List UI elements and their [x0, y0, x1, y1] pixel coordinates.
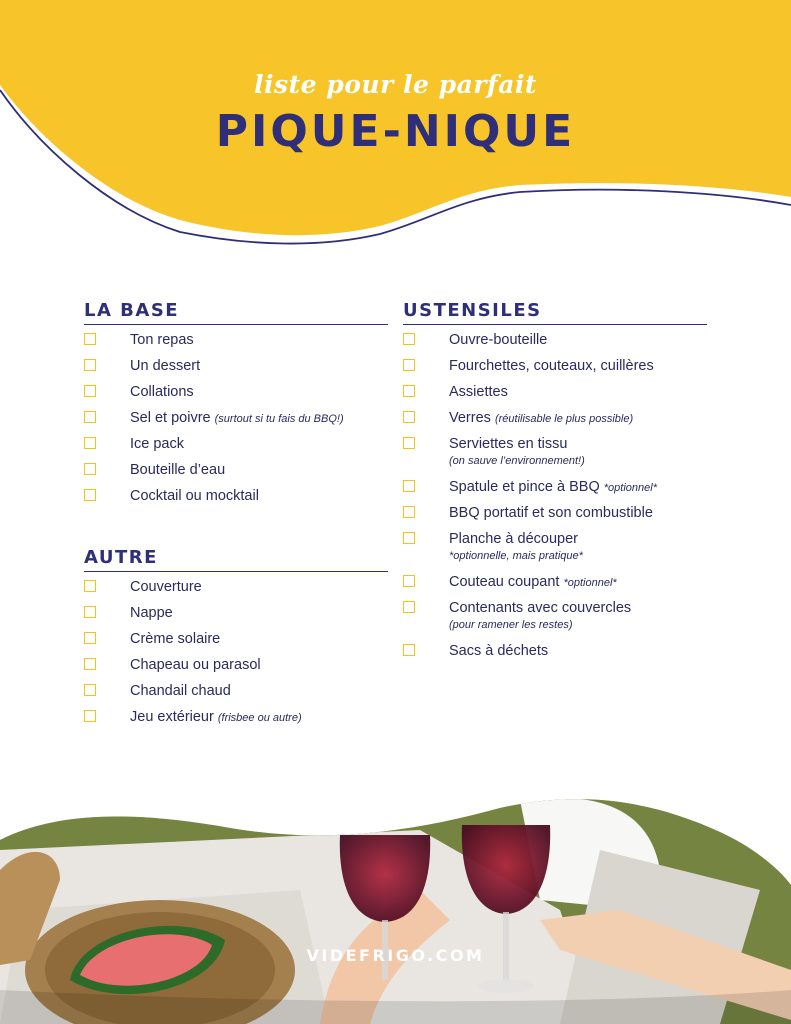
checklist-item[interactable] [403, 478, 707, 504]
item-note: (on sauve l’environnement!) [449, 455, 585, 467]
item-note: (réutilisable le plus possible) [494, 413, 634, 425]
checklist-item[interactable] [84, 630, 388, 656]
item-label: Planche à découper [449, 531, 578, 547]
section-ustensiles [403, 300, 707, 668]
checklist-item[interactable] [403, 530, 707, 573]
checklist-item[interactable] [84, 409, 388, 435]
checkbox[interactable] [84, 580, 96, 592]
item-note: *optionnel* [603, 482, 657, 494]
checklist-item[interactable] [403, 383, 707, 409]
checklist [84, 331, 388, 513]
checkbox[interactable] [403, 532, 415, 544]
section-la-base [84, 300, 388, 513]
item-label: Fourchettes, couteaux, cuillères [449, 358, 654, 374]
checkbox[interactable] [403, 437, 415, 449]
checklist-item[interactable] [84, 656, 388, 682]
checklist-item[interactable] [84, 682, 388, 708]
checklist-item[interactable] [403, 599, 707, 642]
checkbox[interactable] [403, 601, 415, 613]
checklist-item[interactable] [84, 708, 388, 734]
item-label: Ton repas [130, 332, 194, 348]
checklist-item[interactable] [84, 604, 388, 630]
item-label: Sacs à déchets [449, 643, 549, 659]
item-label: Spatule et pince à BBQ [449, 479, 600, 495]
checklist-item[interactable] [84, 331, 388, 357]
item-label: Nappe [130, 605, 173, 621]
section-heading: LA BASE [84, 300, 388, 325]
checklist-item[interactable] [403, 504, 707, 530]
item-label: Cocktail ou mocktail [130, 488, 259, 504]
checkbox[interactable] [84, 359, 96, 371]
checklist-item[interactable] [403, 573, 707, 599]
item-label: Ice pack [130, 436, 184, 452]
checklist-item[interactable] [403, 331, 707, 357]
checkbox[interactable] [403, 575, 415, 587]
page-title: PIQUE-NIQUE [215, 106, 576, 157]
checkbox[interactable] [84, 411, 96, 423]
checkbox[interactable] [84, 463, 96, 475]
item-label: Couverture [130, 579, 202, 595]
checklist-item[interactable] [84, 461, 388, 487]
checklist-item[interactable] [84, 487, 388, 513]
checklist-item[interactable] [84, 383, 388, 409]
section-autre [84, 547, 388, 734]
checklist-item[interactable] [84, 578, 388, 604]
item-note: *optionnelle, mais pratique* [449, 550, 583, 562]
checklist [84, 578, 388, 734]
checkbox[interactable] [84, 385, 96, 397]
item-label: Couteau coupant [449, 574, 560, 590]
checkbox[interactable] [403, 506, 415, 518]
item-note: (surtout si tu fais du BBQ!) [214, 413, 344, 425]
checkbox[interactable] [403, 359, 415, 371]
checkbox[interactable] [84, 684, 96, 696]
checkbox[interactable] [403, 333, 415, 345]
item-label: Contenants avec couvercles [449, 600, 632, 616]
item-label: Crème solaire [130, 631, 221, 647]
section-heading: USTENSILES [403, 300, 707, 325]
checkbox[interactable] [403, 385, 415, 397]
item-label: Collations [130, 384, 194, 400]
checklist-item[interactable] [403, 435, 707, 478]
item-label: Ouvre-bouteille [449, 332, 548, 348]
checklist-item[interactable] [403, 409, 707, 435]
item-label: Assiettes [449, 384, 508, 400]
checklist-item[interactable] [403, 642, 707, 668]
item-note: *optionnel* [563, 577, 617, 589]
item-label: Jeu extérieur [130, 709, 214, 725]
item-label: Bouteille d’eau [130, 462, 226, 478]
item-label: Verres [449, 410, 491, 426]
checklist-item[interactable] [403, 357, 707, 383]
item-note: (pour ramener les restes) [449, 619, 573, 631]
item-label: Chandail chaud [130, 683, 231, 699]
checkbox[interactable] [403, 480, 415, 492]
checkbox[interactable] [84, 437, 96, 449]
checkbox[interactable] [84, 489, 96, 501]
item-label: Serviettes en tissu [449, 436, 568, 452]
checkbox[interactable] [84, 632, 96, 644]
item-label: Sel et poivre [130, 410, 211, 426]
checkbox[interactable] [84, 658, 96, 670]
item-note: (frisbee ou autre) [217, 712, 302, 724]
checklist [403, 331, 707, 668]
checklist-item[interactable] [84, 435, 388, 461]
header-subtitle: liste pour le parfait [254, 70, 537, 99]
checkbox[interactable] [84, 606, 96, 618]
checkbox[interactable] [403, 644, 415, 656]
picnic-photo [0, 790, 791, 1024]
checkbox[interactable] [84, 710, 96, 722]
item-label: Un dessert [130, 358, 201, 374]
checkbox[interactable] [403, 411, 415, 423]
brand-url[interactable]: VIDEFRIGO.COM [306, 946, 485, 965]
item-label: BBQ portatif et son combustible [449, 505, 653, 521]
item-label: Chapeau ou parasol [130, 657, 261, 673]
section-heading: AUTRE [84, 547, 388, 572]
checkbox[interactable] [84, 333, 96, 345]
checklist-item[interactable] [84, 357, 388, 383]
